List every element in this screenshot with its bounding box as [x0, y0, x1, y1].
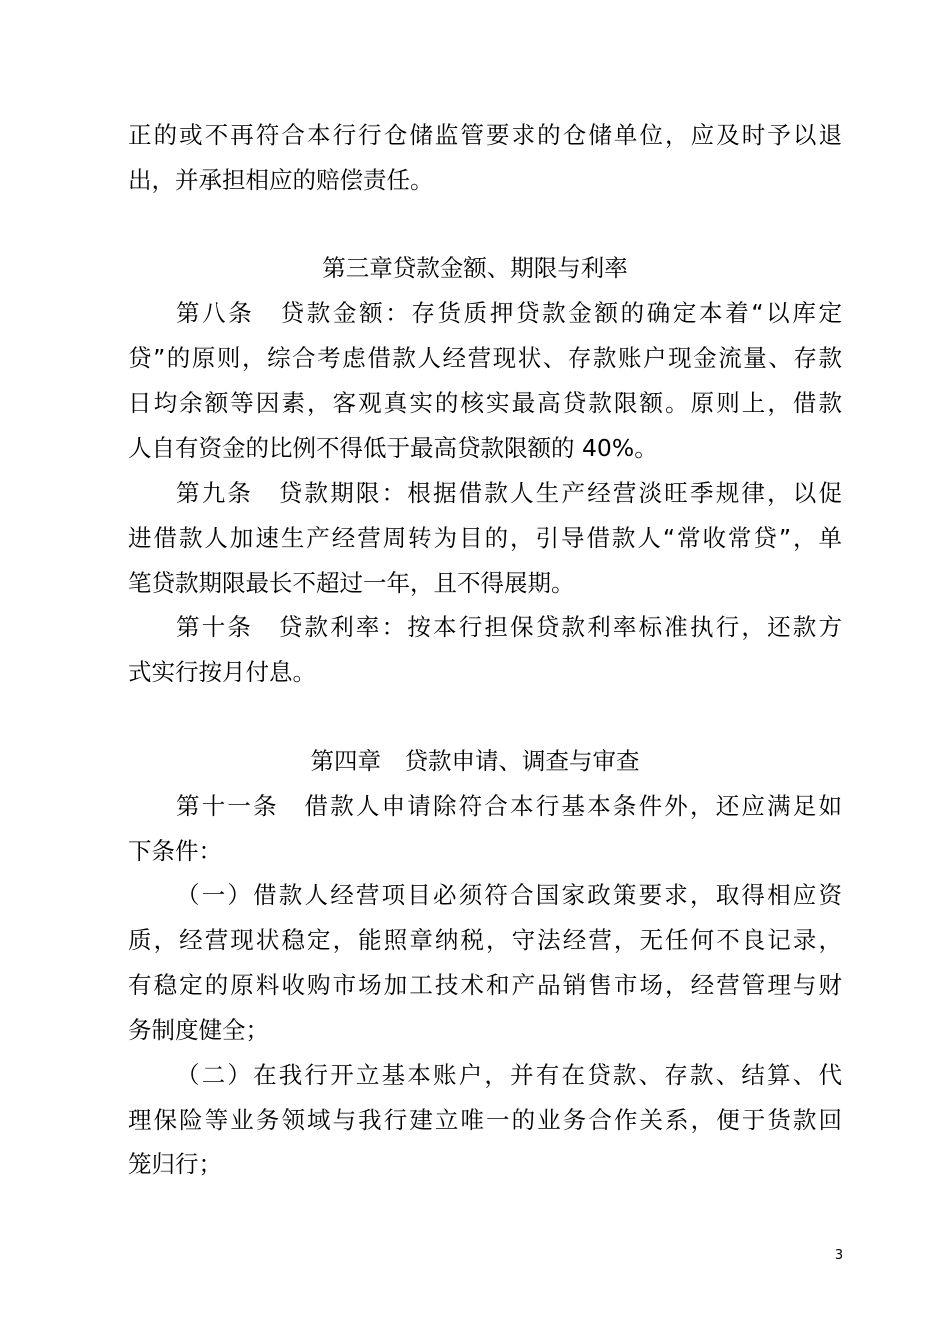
- article-line: 下条件：: [128, 837, 222, 865]
- page-number: 3: [834, 1248, 844, 1263]
- list-item-line: 理保险等业务领域与我行建立唯一的业务合作关系，便于货款回: [128, 1106, 842, 1134]
- article-line: 第十一条 借款人申请除符合本行基本条件外，还应满足如: [176, 792, 842, 820]
- list-item-line: 质，经营现状稳定，能照章纳税，守法经营，无任何不良记录，: [128, 926, 842, 954]
- list-item-line: 笼归行；: [128, 1150, 222, 1178]
- article-line: 人自有资金的比例不得低于最高贷款限额的 40%。: [128, 434, 658, 462]
- list-item-line: （二）在我行开立基本账户，并有在贷款、存款、结算、代: [176, 1061, 842, 1089]
- article-line: 笔贷款期限最长不超过一年，且不得展期。: [128, 569, 575, 597]
- article-line: 第九条 贷款期限：根据借款人生产经营淡旺季规律，以促: [176, 479, 842, 507]
- article-line: 第八条 贷款金额：存货质押贷款金额的确定本着“以库定: [176, 299, 842, 327]
- article-line: 进借款人加速生产经营周转为目的，引导借款人“常收常贷”，单: [128, 524, 842, 552]
- paragraph-line: 正的或不再符合本行行仓储监管要求的仓储单位，应及时予以退: [128, 121, 842, 149]
- article-line: 式实行按月付息。: [128, 658, 316, 686]
- paragraph-line: 出，并承担相应的赔偿责任。: [128, 166, 434, 194]
- list-item-line: 有稳定的原料收购市场加工技术和产品销售市场，经营管理与财: [128, 971, 842, 999]
- chapter-heading: 第四章 贷款申请、调查与审查: [310, 747, 640, 775]
- list-item-line: 务制度健全；: [128, 1016, 269, 1044]
- list-item-line: （一）借款人经营项目必须符合国家政策要求，取得相应资: [176, 881, 842, 909]
- article-line: 第十条 贷款利率：按本行担保贷款利率标准执行，还款方: [176, 613, 842, 641]
- article-line: 贷”的原则，综合考虑借款人经营现状、存款账户现金流量、存款: [128, 344, 842, 372]
- chapter-heading: 第三章贷款金额、期限与利率: [322, 254, 628, 282]
- article-line: 日均余额等因素，客观真实的核实最高贷款限额。原则上，借款: [128, 389, 842, 417]
